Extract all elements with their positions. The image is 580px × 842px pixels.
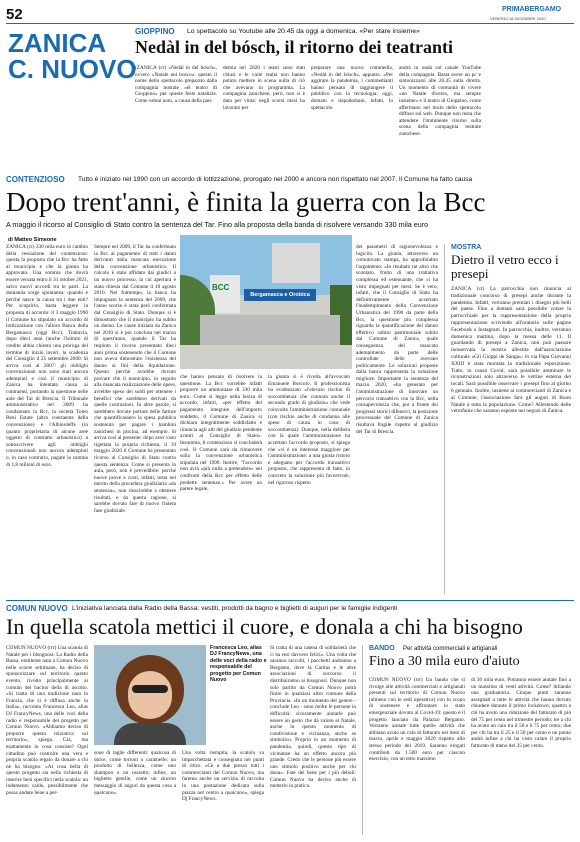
main-kicker-sub: Tutto è iniziato nel 1990 con un accordo di lottizzazione, prorogato nel 2000 e ancora non rispettato nel 2007. Il Comune ha fatto causa [78,176,473,183]
gioppino-col-4: andrà in onda sul canale YouTube della compagnia. Basta avere un pc e sintonizzarsi alle 20.45 sulla diretta. Un momento di comunità di vivere «un Natale diverso, ma sempre insieme» e il teatro di Gioppino, come affermano nel titolo dello spettacolo diffuso sul web. Dunque non resta che attendere l'imminente ritorno sulla scena della compagnia teatrale zanichese. [399,65,481,137]
main-title: Dopo trent'anni, è finita la guerra con la Bcc [6,187,486,217]
header-rule [6,23,574,24]
section-title: ZANICA C. NUOVO [8,28,137,84]
gioppino-kicker: GIOPPINO [135,27,175,36]
main-col-4: la giunta si è rivolta all'avvocato Emanuele Boscolo. Il professionista ha evidenziato «l'elevato rischio di soccombenza che connota anche il secondo grado di giudizio» che vede coinvolta l'amministrazione comunale (con rischio anche di condanna alle spese di causa in caso di soccombenza). Dunque, nella delibera con la quale l'amministrazione ha accettato l'accordo proposto, si spiega che «vi è un interesse maggiore per l'amministrazione: a una giusta ristoro e adeguato per l'accordo transattivo proposto, che rappresenta di fatto, in concreto la soluzione più favorevole, nel rigoroso rispetto [268,374,350,486]
radio-kicker-sub: L'iniziativa lanciata dalla Radio della Bassa: vestiti, prodotti da bagno e biglietti di auguri per le famiglie indigenti [72,605,398,612]
radio-col-1: COMUN NUOVO (rrr) Una scatola di Natale per i bisognosi. La Radio della Bassa, emittente nata a Comun Nuovo nelle scorse settimane, ha deciso di sponsorizzare sul territorio questo evento, rivolto principalmente ai comuni del bacino della di ascolto. «Si tratta di una tradizione nata in Francia, che si è diffusa anche in Italia», racconta Francesca Leo, alias DJ FrancyNews, una delle voci della radio e responsabile del progetto per Comun Nuovo. «Abbiamo deciso di proporre questa iniziativa sul territorio», spiega. Già, ma esattamente in cosa consiste? Ogni cittadino può costruire una vera e propria scatola regalo da donare a chi ne ha bisogno. «Al cosa bella di questo progetto sta nella richiesta di inserire beni specifici nella scatola: un indumento caldo, possibilmente che possa andare bene a per- [6,645,88,797]
bando-kicker: BANDO [369,645,395,652]
main-kicker: CONTENZIOSO [6,175,65,184]
mostra-body: ZANICA (ct) La parrocchia non rinuncia al tradizionale concorso di presepi anche durante la pandemia. Infatti, verranno premiati i disegni più belli del paese. Fino a domani sarà possibile votare la parrocchiale per la rappresentazione della propria rappresentazione scrivendo all'oratorio sulle pagine Facebook o Instagram. In parrocchia, inoltre, verranno domenica mattina, dopo la messa delle 11. Il guardando di presepi a Zanica, non può passare inosservata la mostra allestita dall'associazione culturale «Gli Gioppi de Sanga»: in via Papa Giovanni XXIII è stata montata la tradizionale esposizione. Tutto, in causa Covid, sarà possibile ammirare le riconstruzioni solo attraverso le vetrine esterna dei locali. Sarà possibile osservare i presepi fino al giorno 6 gennaio. Inoltre, insieme ai commercianti di Zanica e al Comune, l'associazione farà gli auguri di Buon Natale a tutta la popolazione. Come? Allestendo delle vetrofanie che saranno esposte nei negozi di Zanica. [451,286,571,415]
bando-col-2: di 30 mila euro. Potranno essere aiutate fino a un massimo di venti attività. Come? Stilando una graduatoria. Cinque punti saranno assegnati a tutte le attività che hanno dovuto chiudere durante il primo lockdown; quattro a chi ha avuto una riduzione del fatturato di più del 75 per cento nel trimestre periodo; tre a chi ha avuto un calo tra il 50 e il 75 per cento; due per chi ha tra il 25 e il 50 per cento e un punto andrà infine a chi ha visto calare il proprio fatturato di meno del 25 per cento. [471,677,571,749]
mostra-title: Dietro il vetro ecco i presepi [451,252,559,281]
radio-kicker: COMUN NUOVO [6,604,68,613]
bando-kicker-sub: Per attività commerciali e artigianali [403,646,498,652]
main-col-3: che hanno pensato di risolvere la questione. La Bcc vorrebbe infatti proporre un ammontare di 330 mila euro. Come si legge nella bozza di accordo, infatti, «per effetto del pagamento integrale dell'importo suddetto, il Comune di Zanica si dichiara integralmente soddisfatto e rinuncia agli atti del giudizio pendente avanti al Consiglio di Stato». Insomma, il contenzioso si concluderà così. Il Comune sarà da rimuovere sulla la convenzione urbanistica stipulata nel 1990. Inoltre, "l'accordo non avrà «più nulla a pretendere» nei confronti della Bcc per effetto delle predette sentenze.» Per avere un parere legale, [180,374,262,493]
radio-col-3: Una volta riempita, la scatola va impacchettata e consegnata nei punti di ritiro. «Cè a due presso tutti i commercianti del Comun Nuovo, ma faremo anche un servizio di raccolta in una postazione dedicata sulla piazza nel centro a qualcuno», spiega Dj FrancyNews. [182,750,264,803]
gioppino-title: Nedàl in del bósch, il ritorno dei teatranti [135,37,453,57]
main-col-5: dei parametri di ragionevolezza e logicità. La giunta, attraverso un comunicato stampa, ha approfondito l'argomento: «In risultato rat altro che scontato, frutto di una trattativa complessa ed estenuante, che si ha visto impegnati per mesi. Se è vero, infatti, che il Consiglio di Stato ha definitivamente accertato l'inadempimento della Convenzione Urbanistica del 1990 da parte della Bcc, la questione più complessa riguarda la quantificazione del danno effettivo subito patrimoniale subito dal Comune di Zanica, quale conseguenza del mancato adempimento da parte delle controllate delle avevano politicamente. Le soluzioni proposte dalla banca rappresenta la soluzione migliore. Importante la sentenza del marzo 2020, «ha generato per l'amministrazione di innovare un percorso transattivo con la Bcc, nella consapevolezza che, pur a fronte dei progressi storici difensivi, la posizione processuale del Comune di Zanica risultava fragile rispetto al giudizio del Tar di Brescia. [356,244,438,435]
radio-col-2: sone di taglie differenti: qualcosa di dolce, come torroni o caramelle; un prodotto di bellezza, come uno shampoo o un rossetto; infine, un biglietto gentile, come un sincero messaggio di auguri da questa cosa a qualcuno». [94,750,176,796]
gioppino-article [135,27,575,172]
photo-caption: Francesca Leo, alias DJ FrancyNews, una delle voci della radio e responsabile del progetto per Comun Nuovo [210,645,267,684]
main-author: di Matteo Simeone [8,237,57,243]
mostra-box [444,244,575,594]
francesca-leo-photo [94,645,206,745]
bando-col-1: COMUN NUOVO (rrr) Un bando che si rivolge alle attività commerciali e artigianali presenti sul territorio di Comun Nuovo (almeno con le sedi operativa) con lo scopo di sostenere e affrontare lo stato emergenziale dovuto al Covid-19: questo è il progetto lanciato da Palazzo Bergamo. Verranno aiutate tutte quelle attività che abbiano avuto un calo di fatturato nei mesi di marzo, aprile e maggio 2020 rispetto allo stesso periodo del 2019. Saranno erogati contributi da 1.500 euro per ciascun esercizio, con un tetto massimo [369,677,465,763]
page-number: 52 [6,6,23,23]
gioppino-col-3: preparare una nuova commedia, «Nedàl in del bósch», appunto. «Per aggirare la pandemia, i commedianti hanno pensato di raggiungere il pubblico con la tecnologia: oggi, domani e dopodomani, infatti, lo spettacolo [311,65,393,111]
main-col-2: Sempre nel 2009, il Tar ha confermato la Bcc al pagamento di tutti i danni derivanti dalla mancata esecuzione della convenzione urbanistica. Il calcolo è stato affidato dai giudici a un nuovo processo, la cui apertura è stata chiesta dal Comune il 10 agosto 2010. Nel frattempo, la banca ha impugnato la sentenza del 2009, che l'anno scorso è stata però confermata dal Consiglio di Stato. Dunque si è dimostrato che il municipio ha subito un danno. Le cause iniziata da Zanica nel 2010 si è poi conclusa nel marzo di quest'anno, quando il Tar ha respinto il ricorso presentato dieci anni prima sostenendo che il Comune non aveva dimostrato l'esistenza del danno ai fini della liquidazione. Questo perché avrebbe dovuto provare che il municipio, in seguito alla mancata realizzazione delle opere, avrebbe speso dei soldi per ottenere i benefici che sarebbero derivati da quelle costruzioni. In altre parole, si sarebbero dovute portare delle fatture che quantificassero la spesa pubblica sostenuta per pagare i bambini zanichesi in piscina, ad esempio. Si arriva così al presente: dopo aver visto rigettata la propria richiesta, il 19 maggio 2020 il Comune ha presentato ricorso al Consiglio di Stato contro questa sentenza. Come si presenta in aula, però, non è prevedibile: perché nuove prove a costi, infatti, resta nel merito della procedura giudiziaria «da sentenza», non riuscirebbe a ottenere risultati, e da questa ragione, si sarebbe dovuto fare di nuovo l'intera fase giudiziale. [94,244,176,514]
bando-box [362,645,575,835]
bcc-sign: Bergamasca e Orobica [244,289,316,301]
issue-date: VENERDÌ 18 DICEMBRE 2020 [490,16,546,21]
gioppino-col-1: (ZANICA (cr) «Nedàl in del bósch», ovvero «Natale nel bosco»: questo il nome dello spettacolo preparato dalla compagnia teatrale «el teatro di Gioppino» per queste feste natalizie. Come ormai noto, a causa della pan- [135,65,217,104]
radio-title: In quella scatola mettici il cuore, e donala a chi ha bisogno [6,614,523,639]
gioppino-col-2: demia nel 2020 i teatri sono stati chiusi e le varie realtà non hanno potuto mettere in scena nulla di ciò che avevano in programma. La compagnia zanichese, però, non si è data per vinta: negli scorsi mesi ha lavorato per [223,65,305,111]
mostra-kicker: MOSTRA [451,244,482,251]
gioppino-subtitle: Lo spettacolo su Youtube alle 20.45 da oggi a domenica. «Per stare insieme» [187,28,420,35]
bando-title: Fino a 30 mila euro d'aiuto [369,654,520,669]
bcc-photo [180,235,352,369]
brand-logo: PRIMABERGAMO [502,6,562,13]
radio-kicker-bar [6,600,574,601]
radio-col-4: Si tratta di una catena di solidarietà che ci ha resi davvero felici». Una volta che saranno raccolti, i pacchetti andranno a Bergamo, dove la Caritas e le altre associazioni di soccorso li distribuiranno ai bisognosi. Dunque non solo partito da Comun Nuovo potrà finire in qualsiasi altro comune della Provincia. «In un momento del genere - conclude Leo - sono molte le persone in difficoltà: sicuramente aiutarle può essere un gesto che dà valore al Natale, anche in questo momento di condivisione e vicinanza, anche se simbolico. Proprio in un momento di pandemia, quindi, questo tipo di vicinanze ha un effetto ancora più grande. Credo che le persone più essere uno stimolo positivo anche per chi dona». Fate del bene per i più deboli: Comun Nuovo ha deciso anche di metterlo in pratica. [270,645,356,790]
main-subtitle: A maggio il ricorso al Consiglio di Stato contro la sentenza del Tar. Fino alla proposta della banda di risolvere versando 330 mila euro [6,220,429,229]
bcc-logo-mark: BCC [212,283,230,292]
main-col-1: ZANICA (ct) 330 mila euro in cambio della cessazione del contenzioso: questa la proposta che la Bcc ha fatto al municipio e che la giunta ha approvato. Una somma che dovrà essere versata entro il 31 ottobre 2021, salvo nuovi accordi tra le parti. La domanda sorge spontanea: quando e perché nasce la causa tra i due enti? Per scoprirlo, basta leggere la proposta di accordo: il 3 maggio 1990 il Comune ha stipulato un accordo di lottizzazione con l'allora Banca della Bergamasca (oggi Bcc). Trattavia, dopo dieci anni (anche l'istituto di credito abbia chiesto una proroga del termine di inizio lavori, la scadenza del Consiglio il 25 settembre 2000. Si arriva così al 2007: gli obblighi convenzionali non sono stati ancora adempiuti e così il municipio di Zanica ha intentato causa ai contraenti, portando la questione nelle aule del Tar di Brescia. Il Tribunale amministrativo nel 2009 ha condannato la Bcc, la società Toleo Beni Estate (altra contraente della convenzione) e l'Albinoleffe (in quanto proprietaria di alcune aree oggetto di contratto urbanistico) a sottoscrivere agli obblighi convenzionali non ancora adempiuti o, in caso contrario, pagare la somma di 1,8 milioni di euro. [6,244,88,468]
